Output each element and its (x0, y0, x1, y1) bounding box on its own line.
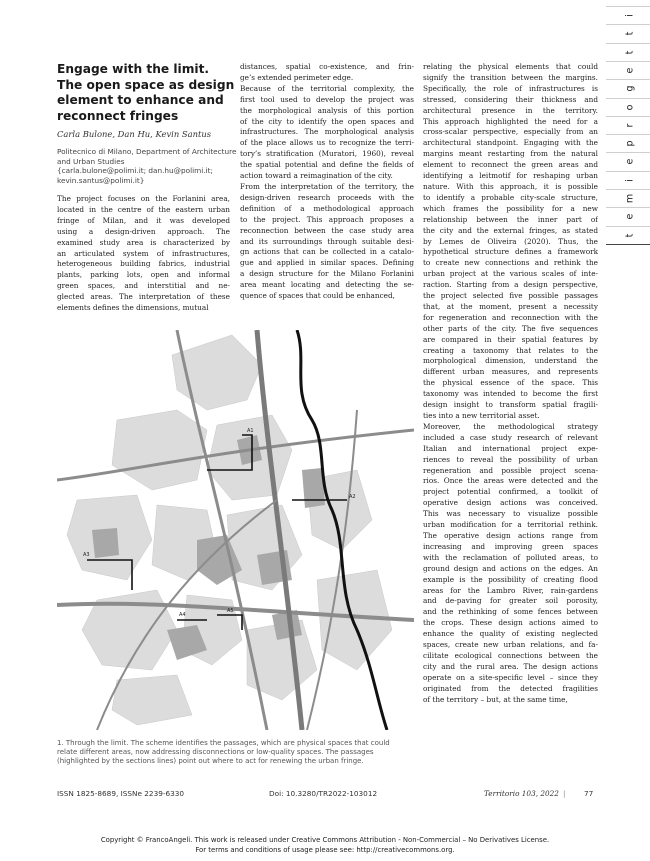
body-text-line: reconnection between the case study area (240, 225, 414, 235)
body-text-line: architectural presence in the territory. (423, 105, 598, 115)
affiliation-line: and Urban Studies (57, 156, 125, 166)
passage-label: A5 (227, 608, 234, 614)
tab-letter: t (624, 233, 636, 237)
body-text-line: of the place allows us to recognize the terri- (240, 138, 414, 148)
body-text-line: operate on a site-specific level – since they (423, 672, 598, 682)
body-text-line: which frames the possibility for a new (423, 203, 598, 213)
body-text-line: increasing and improving green spaces (423, 541, 598, 551)
body-text-line: different urban measures, and represents (423, 367, 598, 377)
body-text-line: Italian and international project expe- (423, 443, 598, 453)
body-text-line: Because of the territorial complexity, the (240, 83, 414, 93)
body-text-line: rios. Once the areas were detected and the (423, 476, 598, 486)
body-text-line: ties into a new territorial asset. (423, 411, 540, 420)
body-text-line: relationship between the inner part of (423, 214, 598, 224)
body-text-line: distances, spatial co-existence, and frin- (240, 62, 414, 71)
body-text-line: the spatial potential and define the fields of (240, 160, 414, 170)
body-text-line: included a case study research of relevant (423, 432, 598, 442)
body-text-line: taxonomy was intended to become the first (423, 389, 598, 399)
tab-letter: g (624, 85, 636, 92)
body-text-line: signify the transition between the margins. (423, 72, 598, 82)
tab-letter: p (624, 140, 636, 147)
body-text-line: element to reconnect the green areas and (423, 160, 598, 170)
body-text-line: The operative design actions range from (423, 530, 598, 540)
body-text-line: The project focuses on the Forlanini area, (57, 194, 230, 203)
article-title (57, 62, 247, 124)
body-text-line: of the city to identify the open spaces and (240, 116, 414, 126)
body-text-line: by Lemes de Oliveira (2020). Thus, the (423, 236, 598, 246)
affiliation-line: Politecnico di Milano, Department of Architecture (57, 147, 237, 156)
body-text-line: fringe of Milan, and it was developed (57, 215, 230, 225)
body-text-line: Specifically, the role of infrastructures is (423, 83, 598, 93)
body-text-line: the physical essence of the space. This (423, 378, 598, 388)
copyright-terms[interactable]: For terms and conditions of usage please see: http://creativecommons.org. (195, 846, 455, 854)
affiliation-email[interactable]: kevin.santus@polimi.it} (57, 175, 145, 185)
body-text-line: the morphological analysis of this portion (240, 105, 414, 115)
body-text-line: urban modification for a territorial rethink. (423, 520, 598, 530)
body-text-line: cilitate ecological connections between the (423, 650, 598, 660)
body-text-line: project potential confirmed, a toolkit of (423, 487, 598, 497)
body-text-line: This approach highlighted the need for a (423, 116, 598, 126)
body-text-line: elements defines the dimensions, mutual (57, 303, 209, 313)
body-text-line: the city and the external fringes, as stated (423, 225, 598, 235)
body-text-line: infrastructures. The morphological analysis (240, 127, 414, 137)
tab-letter: e (624, 158, 636, 165)
tab-letter: t (624, 50, 636, 54)
passage-label: A2 (349, 494, 356, 500)
body-text-line: area meant locating and detecting the se- (240, 280, 414, 290)
body-text-line: located in the centre of the eastern urban (57, 204, 230, 214)
body-text-line: green spaces, and interstitial and ne- (57, 281, 230, 291)
body-text-line: using a design-driven approach. The (57, 226, 230, 236)
body-text-line: the crops. These design actions aimed to (423, 618, 598, 628)
body-text-line: design-driven research proceeds with the (240, 192, 414, 202)
body-text-line: heterogeneous building fabrics, industrial (57, 259, 230, 269)
passage-label: A1 (247, 428, 254, 434)
article-authors: Carla Bulone, Dan Hu, Kevin Santus (57, 129, 212, 139)
caption-line: (highlighted by the sections lines) point out where to act for renewing the urban fringe. (57, 757, 364, 766)
body-text-line: cross-scalar perspective, especially from an (423, 127, 598, 137)
body-text-line: design insight to transform spatial fragili- (423, 400, 598, 410)
body-text-line: ground design and actions on the edges. An (423, 563, 598, 573)
body-text-line: examined study area is characterized by (57, 237, 230, 247)
body-text-line: first tool used to develop the project was (240, 94, 414, 104)
tab-letter: r (624, 123, 636, 128)
title-line: element to enhance and (57, 93, 224, 107)
body-text-line: morphological dimension, understand the (423, 356, 598, 366)
body-text-line: margins meant restarting from the natural (423, 149, 598, 159)
body-text-line: and de-paving for greater soil porosity, (423, 596, 598, 606)
body-text-line: architectural standpoint. Engaging with the (423, 138, 598, 148)
body-text-line: regeneration and possible project scena- (423, 465, 598, 475)
body-text-line: plants, parking lots, open and informal (57, 270, 230, 280)
body-text-line: creating a taxonomy that relates to the (423, 345, 598, 355)
body-text-line: gue and applied in similar spaces. Defining (240, 258, 414, 268)
body-text-line: spaces, create new urban relations, and fa- (423, 640, 598, 650)
footer-separator: | (563, 789, 566, 798)
body-text-line: example is the possibility of creating flood (423, 574, 598, 584)
figure-map (57, 330, 414, 730)
passage-label: A3 (83, 552, 90, 558)
body-text-line: urban project at the various scales of inte- (423, 269, 598, 279)
body-text-line: This was necessary to visualize possible (423, 509, 598, 519)
footer-issn: ISSN 1825-8689, ISSNe 2239-6330 (57, 789, 185, 798)
tab-letter: i (624, 178, 636, 182)
body-text-line: the project selected five possible passages (423, 291, 598, 301)
body-text-line: quence of spaces that could be enhanced, (240, 291, 395, 301)
body-text-line: for regeneration and reconnection with the (423, 312, 598, 322)
body-text-line: relating the physical elements that could (423, 62, 598, 71)
body-text-line: with the reclamation of polluted areas, to (423, 552, 598, 562)
body-column-1 (57, 194, 230, 314)
title-line: The open space as design (57, 77, 235, 92)
page-number: 77 (584, 789, 594, 798)
tab-letter: m (624, 193, 636, 204)
body-text-line: and the rethinking of some fences between (423, 607, 598, 617)
body-text-line: action toward a reimagination of the city. (240, 171, 393, 181)
urban-fringe-map (57, 330, 414, 730)
title-line: Engage with the limit. (57, 62, 210, 76)
title-line: reconnect fringes (57, 108, 179, 123)
body-text-line: ge’s extended perimeter edge. (240, 72, 354, 82)
body-text-line: tory’s stratification (Muratori, 1960), reveal (240, 149, 414, 159)
body-text-line: hypothetical structure defines a framework (423, 247, 598, 257)
affiliation-email[interactable]: {carla.bulone@polimi.it; dan.hu@polimi.it; (57, 166, 213, 176)
body-text-line: nature. With this approach, it is possible (423, 181, 598, 191)
body-text-line: raction. Starting from a design perspective, (423, 280, 598, 290)
footer-journal: Territorio 103, 2022 (484, 789, 559, 798)
tab-letter: t (624, 31, 636, 36)
tab-letter: e (624, 213, 636, 220)
body-text-line: originated from the detected fragilities (423, 683, 598, 693)
body-text-line: Moreover, the methodological strategy (423, 421, 598, 431)
body-text-line: are compared in their spatial features by (423, 334, 598, 344)
body-column-2 (240, 62, 414, 302)
body-text-line: glected areas. The interpretation of these (57, 292, 230, 302)
body-text-line: to identify a probable city-scale structure, (423, 192, 598, 202)
tab-letter: e (624, 67, 636, 74)
body-text-line: enhance the quality of existing neglected (423, 629, 598, 639)
body-text-line: to create new connections and rethink the (423, 258, 598, 268)
body-text-line: and its surroundings through suitable desi- (240, 236, 414, 246)
passage-label: A4 (179, 612, 186, 618)
body-text-line: to the project. This approach proposes a (240, 214, 414, 224)
body-text-line: areas for the Lambro River, rain-gardens (423, 585, 598, 595)
body-column-3 (423, 62, 598, 705)
tab-bottom-rule (606, 244, 650, 245)
footer-doi[interactable]: Doi: 10.3280/TR2022-103012 (269, 789, 378, 798)
figure-caption (57, 739, 414, 767)
body-text-line: From the interpretation of the territory, the (240, 181, 414, 191)
caption-line: 1. Through the limit. The scheme identifies the passages, which are physical spaces that could (57, 739, 390, 747)
body-text-line: of the territory – but, at the same time, (423, 694, 568, 704)
body-text-line: city and the rural area. The design actions (423, 661, 598, 671)
body-text-line: operative design actions was conceived. (423, 498, 598, 508)
tab-letter: o (624, 104, 636, 110)
body-text-line: identifying a leitmotif for reshaping urban (423, 171, 598, 181)
body-text-line: definition of a methodological approach (240, 203, 414, 213)
body-text-line: that, at the moment, present a necessity (423, 301, 598, 311)
body-text-line: other parts of the city. The five sequences (423, 323, 598, 333)
body-text-line: an articulated system of infrastructures, (57, 248, 230, 258)
body-text-line: gn actions that can be collected in a catalo- (240, 247, 414, 257)
caption-line: relate different areas, now addressing disconnections or low-quality spaces. The passages (57, 748, 374, 757)
author-affiliation (57, 147, 237, 185)
body-text-line: stressed, considering their thickness and (423, 94, 598, 104)
tab-letter: i (624, 14, 636, 17)
body-text-line: riences to reveal the possibility of urban (423, 454, 598, 464)
body-text-line: a design structure for the Milano Forlanini (240, 269, 414, 279)
copyright-line: Copyright © FrancoAngeli. This work is released under Creative Commons Attribution - Non-Commercial – No Derivatives License. (100, 836, 550, 844)
